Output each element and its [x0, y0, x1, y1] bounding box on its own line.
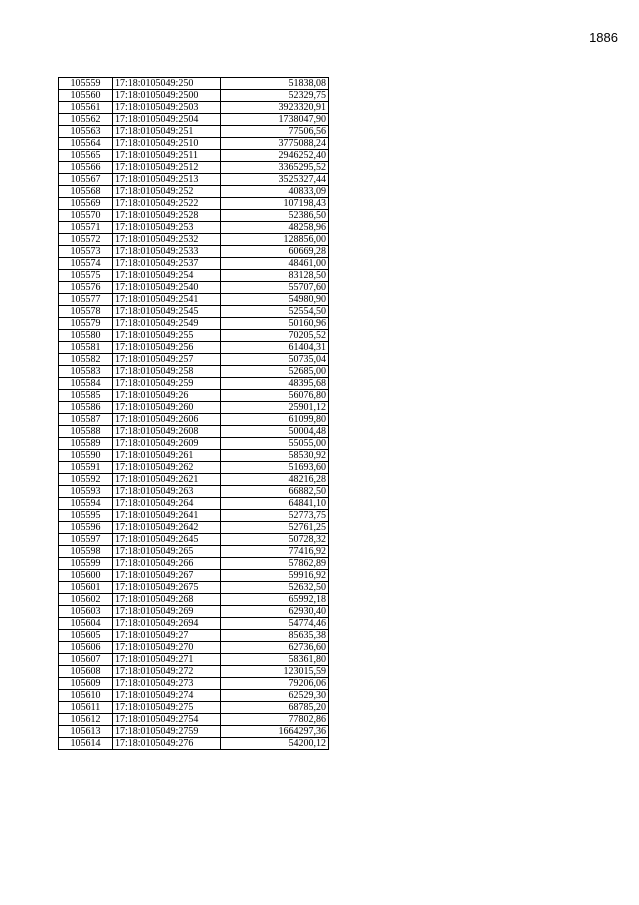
table-row — [59, 726, 329, 738]
cadastral-number: 17:18:0105049:254 — [113, 270, 221, 282]
cadastral-value: 3525327,44 — [221, 174, 329, 186]
cadastral-value: 48258,96 — [221, 222, 329, 234]
cadastral-value: 62529,30 — [221, 690, 329, 702]
row-number: 105602 — [59, 594, 113, 606]
cadastral-number: 17:18:0105049:2511 — [113, 150, 221, 162]
cadastral-value: 52554,50 — [221, 306, 329, 318]
cadastral-number: 17:18:0105049:250 — [113, 78, 221, 90]
cadastral-number: 17:18:0105049:2645 — [113, 534, 221, 546]
cadastral-value: 61404,31 — [221, 342, 329, 354]
cadastral-value: 3365295,52 — [221, 162, 329, 174]
row-number: 105595 — [59, 510, 113, 522]
table-row — [59, 594, 329, 606]
cadastral-value: 60669,28 — [221, 246, 329, 258]
cadastral-value: 50160,96 — [221, 318, 329, 330]
row-number: 105579 — [59, 318, 113, 330]
cadastral-number: 17:18:0105049:2510 — [113, 138, 221, 150]
table-row — [59, 402, 329, 414]
cadastral-value: 83128,50 — [221, 270, 329, 282]
cadastral-number: 17:18:0105049:2532 — [113, 234, 221, 246]
cadastral-value: 54200,12 — [221, 738, 329, 750]
row-number: 105608 — [59, 666, 113, 678]
table-row — [59, 450, 329, 462]
cadastral-number: 17:18:0105049:2513 — [113, 174, 221, 186]
row-number: 105580 — [59, 330, 113, 342]
table-row — [59, 546, 329, 558]
cadastral-number: 17:18:0105049:2500 — [113, 90, 221, 102]
row-number: 105578 — [59, 306, 113, 318]
cadastral-number: 17:18:0105049:253 — [113, 222, 221, 234]
cadastral-value: 79206,06 — [221, 678, 329, 690]
row-number: 105583 — [59, 366, 113, 378]
cadastral-number: 17:18:0105049:269 — [113, 606, 221, 618]
cadastral-number: 17:18:0105049:262 — [113, 462, 221, 474]
cadastral-number: 17:18:0105049:26 — [113, 390, 221, 402]
table-row — [59, 690, 329, 702]
table-row — [59, 522, 329, 534]
table-row — [59, 90, 329, 102]
table-body — [59, 78, 329, 750]
cadastral-number: 17:18:0105049:266 — [113, 558, 221, 570]
cadastral-value: 62736,60 — [221, 642, 329, 654]
cadastral-value: 68785,20 — [221, 702, 329, 714]
table-row — [59, 534, 329, 546]
table-row — [59, 306, 329, 318]
cadastral-value: 1738047,90 — [221, 114, 329, 126]
table-row — [59, 378, 329, 390]
cadastral-value: 52773,75 — [221, 510, 329, 522]
cadastral-number: 17:18:0105049:2759 — [113, 726, 221, 738]
row-number: 105561 — [59, 102, 113, 114]
cadastral-number: 17:18:0105049:259 — [113, 378, 221, 390]
cadastral-value-table — [58, 77, 329, 750]
cadastral-number: 17:18:0105049:2528 — [113, 210, 221, 222]
table-row — [59, 234, 329, 246]
table-row — [59, 462, 329, 474]
cadastral-value: 64841,10 — [221, 498, 329, 510]
cadastral-value: 3775088,24 — [221, 138, 329, 150]
row-number: 105574 — [59, 258, 113, 270]
table-row — [59, 102, 329, 114]
cadastral-number: 17:18:0105049:276 — [113, 738, 221, 750]
table-row — [59, 666, 329, 678]
table-row — [59, 582, 329, 594]
row-number: 105575 — [59, 270, 113, 282]
row-number: 105594 — [59, 498, 113, 510]
cadastral-number: 17:18:0105049:2754 — [113, 714, 221, 726]
cadastral-value: 107198,43 — [221, 198, 329, 210]
table-row — [59, 678, 329, 690]
table-row — [59, 342, 329, 354]
row-number: 105590 — [59, 450, 113, 462]
cadastral-number: 17:18:0105049:2621 — [113, 474, 221, 486]
table-row — [59, 570, 329, 582]
table-row — [59, 606, 329, 618]
table-row — [59, 414, 329, 426]
cadastral-number: 17:18:0105049:257 — [113, 354, 221, 366]
cadastral-number: 17:18:0105049:2608 — [113, 426, 221, 438]
table-row — [59, 714, 329, 726]
cadastral-number: 17:18:0105049:2675 — [113, 582, 221, 594]
row-number: 105563 — [59, 126, 113, 138]
cadastral-value: 65992,18 — [221, 594, 329, 606]
cadastral-value: 52329,75 — [221, 90, 329, 102]
row-number: 105571 — [59, 222, 113, 234]
cadastral-number: 17:18:0105049:260 — [113, 402, 221, 414]
cadastral-number: 17:18:0105049:27 — [113, 630, 221, 642]
row-number: 105570 — [59, 210, 113, 222]
row-number: 105598 — [59, 546, 113, 558]
cadastral-value: 51838,08 — [221, 78, 329, 90]
cadastral-number: 17:18:0105049:258 — [113, 366, 221, 378]
cadastral-number: 17:18:0105049:252 — [113, 186, 221, 198]
cadastral-value: 77506,56 — [221, 126, 329, 138]
row-number: 105601 — [59, 582, 113, 594]
table-row — [59, 474, 329, 486]
row-number: 105605 — [59, 630, 113, 642]
cadastral-value: 50004,48 — [221, 426, 329, 438]
table-row — [59, 162, 329, 174]
cadastral-number: 17:18:0105049:2545 — [113, 306, 221, 318]
cadastral-value: 70205,52 — [221, 330, 329, 342]
cadastral-value: 55707,60 — [221, 282, 329, 294]
cadastral-value: 58361,80 — [221, 654, 329, 666]
row-number: 105614 — [59, 738, 113, 750]
table-row — [59, 78, 329, 90]
cadastral-number: 17:18:0105049:2537 — [113, 258, 221, 270]
table-row — [59, 258, 329, 270]
cadastral-value: 54980,90 — [221, 294, 329, 306]
cadastral-value: 48395,68 — [221, 378, 329, 390]
cadastral-value: 55055,00 — [221, 438, 329, 450]
cadastral-number: 17:18:0105049:256 — [113, 342, 221, 354]
row-number: 105564 — [59, 138, 113, 150]
cadastral-number: 17:18:0105049:2541 — [113, 294, 221, 306]
table-row — [59, 186, 329, 198]
row-number: 105573 — [59, 246, 113, 258]
cadastral-number: 17:18:0105049:2606 — [113, 414, 221, 426]
row-number: 105589 — [59, 438, 113, 450]
row-number: 105611 — [59, 702, 113, 714]
cadastral-number: 17:18:0105049:273 — [113, 678, 221, 690]
row-number: 105592 — [59, 474, 113, 486]
cadastral-number: 17:18:0105049:255 — [113, 330, 221, 342]
cadastral-value: 62930,40 — [221, 606, 329, 618]
cadastral-number: 17:18:0105049:2512 — [113, 162, 221, 174]
cadastral-value: 59916,92 — [221, 570, 329, 582]
cadastral-number: 17:18:0105049:275 — [113, 702, 221, 714]
row-number: 105588 — [59, 426, 113, 438]
cadastral-value: 54774,46 — [221, 618, 329, 630]
cadastral-number: 17:18:0105049:263 — [113, 486, 221, 498]
row-number: 105577 — [59, 294, 113, 306]
table-row — [59, 702, 329, 714]
row-number: 105576 — [59, 282, 113, 294]
table-row — [59, 486, 329, 498]
row-number: 105603 — [59, 606, 113, 618]
cadastral-value: 52386,50 — [221, 210, 329, 222]
table-row — [59, 198, 329, 210]
cadastral-number: 17:18:0105049:267 — [113, 570, 221, 582]
table-row — [59, 174, 329, 186]
cadastral-number: 17:18:0105049:251 — [113, 126, 221, 138]
cadastral-value: 2946252,40 — [221, 150, 329, 162]
cadastral-value: 3923320,91 — [221, 102, 329, 114]
table-row — [59, 210, 329, 222]
row-number: 105597 — [59, 534, 113, 546]
cadastral-number: 17:18:0105049:2533 — [113, 246, 221, 258]
table-row — [59, 114, 329, 126]
cadastral-value: 57862,89 — [221, 558, 329, 570]
row-number: 105599 — [59, 558, 113, 570]
cadastral-number: 17:18:0105049:2641 — [113, 510, 221, 522]
cadastral-number: 17:18:0105049:2609 — [113, 438, 221, 450]
table-row — [59, 630, 329, 642]
table-row — [59, 138, 329, 150]
row-number: 105572 — [59, 234, 113, 246]
cadastral-value: 51693,60 — [221, 462, 329, 474]
table-row — [59, 126, 329, 138]
cadastral-value: 50728,32 — [221, 534, 329, 546]
cadastral-number: 17:18:0105049:261 — [113, 450, 221, 462]
cadastral-value: 48461,00 — [221, 258, 329, 270]
row-number: 105593 — [59, 486, 113, 498]
row-number: 105596 — [59, 522, 113, 534]
cadastral-value: 50735,04 — [221, 354, 329, 366]
cadastral-number: 17:18:0105049:271 — [113, 654, 221, 666]
table-row — [59, 654, 329, 666]
table-row — [59, 282, 329, 294]
table-row — [59, 246, 329, 258]
row-number: 105585 — [59, 390, 113, 402]
table-row — [59, 558, 329, 570]
row-number: 105607 — [59, 654, 113, 666]
cadastral-number: 17:18:0105049:2549 — [113, 318, 221, 330]
row-number: 105610 — [59, 690, 113, 702]
cadastral-value: 85635,38 — [221, 630, 329, 642]
row-number: 105584 — [59, 378, 113, 390]
table-row — [59, 510, 329, 522]
cadastral-value: 77416,92 — [221, 546, 329, 558]
row-number: 105560 — [59, 90, 113, 102]
cadastral-value: 52685,00 — [221, 366, 329, 378]
table-row — [59, 270, 329, 282]
row-number: 105566 — [59, 162, 113, 174]
cadastral-value: 61099,80 — [221, 414, 329, 426]
cadastral-number: 17:18:0105049:264 — [113, 498, 221, 510]
cadastral-value: 48216,28 — [221, 474, 329, 486]
cadastral-value: 52761,25 — [221, 522, 329, 534]
table-row — [59, 426, 329, 438]
cadastral-value: 56076,80 — [221, 390, 329, 402]
row-number: 105568 — [59, 186, 113, 198]
cadastral-number: 17:18:0105049:2642 — [113, 522, 221, 534]
cadastral-number: 17:18:0105049:265 — [113, 546, 221, 558]
table-row — [59, 438, 329, 450]
table-row — [59, 618, 329, 630]
row-number: 105586 — [59, 402, 113, 414]
row-number: 105591 — [59, 462, 113, 474]
row-number: 105565 — [59, 150, 113, 162]
cadastral-number: 17:18:0105049:270 — [113, 642, 221, 654]
cadastral-number: 17:18:0105049:2504 — [113, 114, 221, 126]
table-row — [59, 150, 329, 162]
cadastral-value: 40833,09 — [221, 186, 329, 198]
row-number: 105567 — [59, 174, 113, 186]
cadastral-value: 1664297,36 — [221, 726, 329, 738]
row-number: 105612 — [59, 714, 113, 726]
row-number: 105582 — [59, 354, 113, 366]
row-number: 105613 — [59, 726, 113, 738]
page-number: 1886 — [589, 30, 618, 45]
table-row — [59, 318, 329, 330]
table-row — [59, 390, 329, 402]
cadastral-value: 58530,92 — [221, 450, 329, 462]
cadastral-number: 17:18:0105049:2522 — [113, 198, 221, 210]
row-number: 105600 — [59, 570, 113, 582]
table-row — [59, 354, 329, 366]
row-number: 105581 — [59, 342, 113, 354]
row-number: 105559 — [59, 78, 113, 90]
table-row — [59, 642, 329, 654]
table-row — [59, 222, 329, 234]
row-number: 105569 — [59, 198, 113, 210]
table-row — [59, 366, 329, 378]
row-number: 105587 — [59, 414, 113, 426]
cadastral-value: 25901,12 — [221, 402, 329, 414]
cadastral-value: 66882,50 — [221, 486, 329, 498]
table-row — [59, 294, 329, 306]
cadastral-value: 52632,50 — [221, 582, 329, 594]
table-row — [59, 330, 329, 342]
row-number: 105604 — [59, 618, 113, 630]
row-number: 105562 — [59, 114, 113, 126]
cadastral-value: 123015,59 — [221, 666, 329, 678]
cadastral-number: 17:18:0105049:268 — [113, 594, 221, 606]
cadastral-value: 77802,86 — [221, 714, 329, 726]
cadastral-number: 17:18:0105049:274 — [113, 690, 221, 702]
table-row — [59, 498, 329, 510]
row-number: 105609 — [59, 678, 113, 690]
cadastral-number: 17:18:0105049:2540 — [113, 282, 221, 294]
table-row — [59, 738, 329, 750]
row-number: 105606 — [59, 642, 113, 654]
cadastral-value: 128856,00 — [221, 234, 329, 246]
cadastral-number: 17:18:0105049:2503 — [113, 102, 221, 114]
cadastral-number: 17:18:0105049:272 — [113, 666, 221, 678]
cadastral-number: 17:18:0105049:2694 — [113, 618, 221, 630]
